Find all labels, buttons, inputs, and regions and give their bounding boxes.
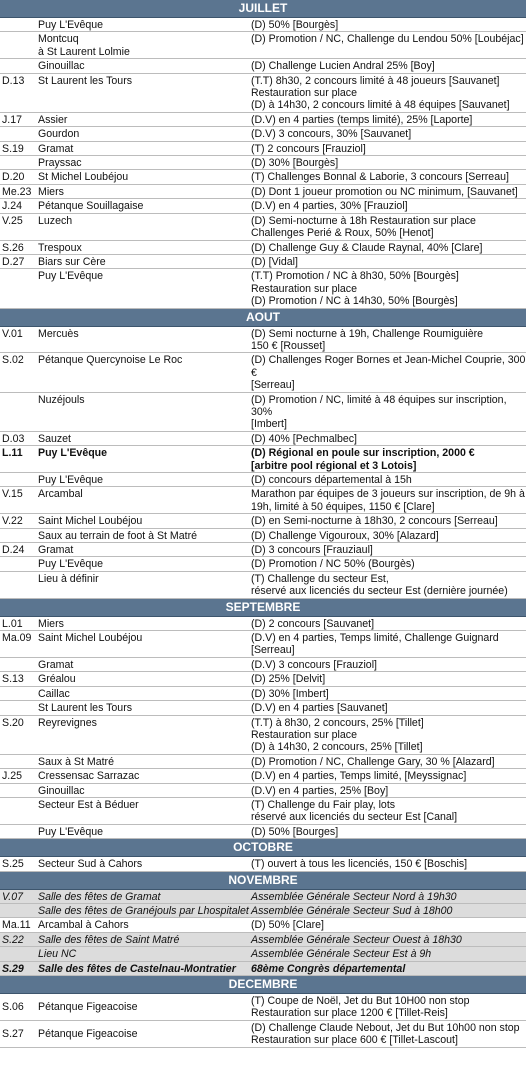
row-description: (T.T) Promotion / NC à 8h30, 50% [Bourgès] Restauration sur place (D) Promotion / NC à 14h30, 50% [Bourgès]	[251, 270, 459, 308]
row-description: (D) [Vidal]	[251, 255, 298, 268]
row-description: (D) concours départemental à 15h	[251, 474, 412, 486]
table-row	[0, 393, 526, 432]
table-row	[0, 617, 526, 631]
row-venue: Ginouillac	[38, 60, 85, 73]
table-row	[0, 142, 526, 156]
row-description: (T) Challenge du Fair play, lots réservé aux licenciés du secteur Est [Canal]	[251, 798, 458, 824]
row-date: D.03	[2, 432, 25, 445]
row-date: D.24	[2, 544, 25, 557]
table-row	[0, 947, 526, 961]
row-venue: Gramat	[38, 142, 74, 155]
row-description: (D) 3 concours [Frauziaul]	[251, 544, 373, 557]
row-date: S.25	[2, 858, 24, 871]
row-description: Assemblée Générale Secteur Sud à 18h00	[251, 904, 453, 917]
row-date: S.29	[2, 962, 24, 975]
month-header: OCTOBRE	[0, 839, 526, 857]
table-row	[0, 432, 526, 446]
row-description: (D) Challenge Claude Nebout, Jet du But 10h00 non stop Restauration sur place 600 € [Tillet-Lascout]	[251, 1021, 520, 1047]
table-row	[0, 755, 526, 769]
row-date: Ma.11	[2, 919, 31, 932]
row-date	[0, 658, 36, 671]
row-date: L.01	[2, 617, 23, 630]
row-description: (D.V) en 4 parties, Temps limité, [Meyssignac]	[251, 770, 467, 783]
row-date	[0, 784, 36, 797]
row-date: J.25	[2, 770, 23, 783]
row-date	[0, 572, 36, 598]
table-row	[0, 529, 526, 543]
row-description: (T) Coupe de Noël, Jet du But 10H00 non stop Restauration sur place 1200 € [Tillet-Reis]	[251, 995, 470, 1020]
row-date: S.27	[2, 1028, 24, 1041]
row-date	[0, 798, 36, 824]
row-venue: St Laurent les Tours	[38, 702, 133, 715]
row-venue: Puy L'Evêque	[38, 447, 108, 460]
table-row	[0, 572, 526, 599]
row-date	[0, 904, 36, 917]
row-description: (D) Challenge Lucien Andral 25% [Boy]	[251, 60, 435, 73]
row-description: (D) Promotion / NC, Challenge Gary, 30 % [Alazard]	[251, 755, 495, 768]
row-venue: Caillac	[38, 687, 70, 700]
row-venue: Prayssac	[38, 157, 82, 170]
row-description: (D) 2 concours [Sauvanet]	[251, 617, 375, 630]
table-row	[0, 658, 526, 672]
table-row	[0, 825, 526, 839]
month-header: JUILLET	[0, 0, 526, 18]
month-header: AOUT	[0, 309, 526, 327]
row-description: (D) Régional en poule sur inscription, 2000 € [arbitre pool régional et 3 Lotois]	[251, 447, 475, 472]
row-venue: Secteur Est à Béduer	[38, 798, 139, 811]
table-row	[0, 918, 526, 932]
table-row	[0, 769, 526, 783]
row-venue: Gramat	[38, 658, 74, 671]
row-date: L.11	[2, 447, 23, 460]
row-description: (D.V) 3 concours [Frauziol]	[251, 658, 377, 671]
row-description: (T) Challenges Bonnal & Laborie, 3 concours [Serreau]	[251, 171, 509, 184]
row-description: (D) 50% [Bourgès]	[251, 19, 339, 31]
table-row	[0, 185, 526, 199]
row-date: Ma.09	[2, 632, 32, 645]
table-row	[0, 514, 526, 528]
row-date: V.07	[2, 890, 24, 903]
row-venue: Miers	[38, 185, 64, 198]
row-venue: Arcambal à Cahors	[38, 919, 129, 932]
row-venue: Gréalou	[38, 673, 76, 686]
table-row	[0, 557, 526, 571]
row-venue: Pétanque Figeacoise	[38, 1028, 138, 1041]
row-description: (D) Dont 1 joueur promotion ou NC minimum, [Sauvanet]	[251, 185, 518, 198]
row-venue: Mercuès	[38, 327, 79, 340]
row-date	[0, 269, 36, 307]
row-venue: Arcambal	[38, 488, 83, 501]
row-venue: Reyrevignes	[38, 716, 97, 729]
table-row	[0, 1021, 526, 1048]
row-date	[0, 59, 36, 72]
row-venue: Salle des fêtes de Saint Matré	[38, 933, 180, 946]
table-row	[0, 199, 526, 213]
row-date: V.22	[2, 515, 23, 528]
row-venue: Puy L'Evêque	[38, 558, 104, 571]
row-date: Me.23	[2, 185, 32, 198]
row-date: D.20	[2, 171, 25, 184]
row-description: (D.V) en 4 parties [Sauvanet]	[251, 702, 388, 715]
row-description: (D.V) en 4 parties, Temps limité, Challenge Guignard [Serreau]	[251, 632, 499, 657]
row-date: S.06	[2, 1001, 24, 1014]
table-row	[0, 933, 526, 947]
row-date	[0, 32, 36, 58]
row-date: D.27	[2, 255, 25, 268]
table-row	[0, 687, 526, 701]
table-row	[0, 241, 526, 255]
row-description: (D) Promotion / NC 50% (Bourgès)	[251, 558, 415, 571]
row-venue: Pétanque Souillagaise	[38, 200, 144, 213]
row-description: (D) Semi nocturne à 19h, Challenge Roumiguière 150 € [Rousset]	[251, 327, 484, 352]
row-venue: Salle des fêtes de Granéjouls par Lhospitalet	[38, 904, 249, 917]
table-row	[0, 543, 526, 557]
table-row	[0, 327, 526, 354]
row-description: (D) 25% [Delvit]	[251, 673, 326, 686]
row-date	[0, 473, 36, 486]
table-row	[0, 156, 526, 170]
row-venue: St Laurent les Tours	[38, 74, 133, 87]
row-venue: Miers	[38, 617, 64, 630]
row-date	[0, 947, 36, 960]
table-row	[0, 18, 526, 32]
row-description: (D.V) 3 concours, 30% [Sauvanet]	[251, 128, 412, 141]
row-venue: Pétanque Figeacoise	[38, 1001, 138, 1014]
table-row	[0, 994, 526, 1021]
table-row	[0, 631, 526, 658]
row-venue: Saint Michel Loubéjou	[38, 632, 143, 645]
row-date: D.13	[2, 74, 25, 87]
month-header: SEPTEMBRE	[0, 599, 526, 617]
row-description: (T) ouvert à tous les licenciés, 150 € [Boschis]	[251, 858, 468, 871]
row-date: V.01	[2, 327, 23, 340]
row-venue: Pétanque Quercynoise Le Roc	[38, 354, 183, 367]
row-venue: Luzech	[38, 214, 73, 227]
table-row	[0, 59, 526, 73]
row-venue: Gramat	[38, 544, 74, 557]
row-venue: Biars sur Cère	[38, 255, 106, 268]
row-venue: Salle des fêtes de Castelnau-Montratier	[38, 962, 236, 975]
month-header: DECEMBRE	[0, 976, 526, 994]
row-venue: Puy L'Evêque	[38, 825, 104, 838]
row-date: V.15	[2, 488, 23, 501]
table-row	[0, 170, 526, 184]
row-description: (T) Challenge du secteur Est, réservé aux licenciés du secteur Est (dernière journée)	[251, 572, 508, 598]
row-date	[0, 557, 36, 570]
table-row	[0, 113, 526, 127]
row-date	[0, 18, 36, 31]
table-row	[0, 962, 526, 976]
row-date: S.20	[2, 716, 24, 729]
row-description: (D) 40% [Pechmalbec]	[251, 432, 357, 445]
row-date: V.25	[2, 214, 23, 227]
table-row	[0, 798, 526, 825]
row-venue: Salle des fêtes de Gramat	[38, 890, 161, 903]
row-date: S.22	[2, 933, 24, 946]
row-description: Assemblée Générale Secteur Nord à 19h30	[251, 890, 457, 903]
row-venue: Sauzet	[38, 432, 71, 445]
table-row	[0, 904, 526, 918]
row-description: (D) Promotion / NC, limité à 48 équipes sur inscription, 30% [Imbert]	[251, 393, 507, 431]
table-row	[0, 255, 526, 269]
row-description: (T.T) 8h30, 2 concours limité à 48 joueurs [Sauvanet] Restauration sur place (D) à 14h30, 2 concours limité à 48 équipes [Sauvanet]	[251, 74, 510, 112]
row-description: (D) Challenges Roger Bornes et Jean-Michel Couprie, 300 € [Serreau]	[251, 354, 526, 392]
row-description: (D) Challenge Guy & Claude Raynal, 40% [Clare]	[251, 241, 483, 254]
row-venue: Gourdon	[38, 128, 80, 141]
table-row	[0, 890, 526, 904]
row-venue: Lieu NC	[38, 948, 77, 961]
table-row	[0, 487, 526, 514]
row-venue: Montcuq à St Laurent Lolmie	[38, 33, 130, 58]
table-row	[0, 446, 526, 473]
month-header: NOVEMBRE	[0, 872, 526, 890]
row-description: (D.V) en 4 parties, 25% [Boy]	[251, 784, 389, 797]
row-description: (D) 30% [Bourgès]	[251, 157, 339, 170]
row-venue: Puy L'Evêque	[38, 19, 104, 31]
row-venue: Saux au terrain de foot à St Matré	[38, 529, 197, 542]
row-venue: Saint Michel Loubéjou	[38, 515, 143, 528]
row-description: (D) Semi-nocturne à 18h Restauration sur place Challenges Perié & Roux, 50% [Henot]	[251, 214, 476, 240]
row-description: Marathon par équipes de 3 joueurs sur inscription, de 9h à 19h, limité à 50 équipes, 1150 € [Clare]	[251, 488, 525, 513]
row-venue: St Michel Loubéjou	[38, 171, 129, 184]
row-date: S.19	[2, 142, 24, 155]
row-date: S.02	[2, 354, 24, 367]
table-row	[0, 672, 526, 686]
row-date	[0, 755, 36, 768]
row-date	[0, 529, 36, 542]
row-description: (T.T) à 8h30, 2 concours, 25% [Tillet] Restauration sur place (D) à 14h30, 2 concours, 25% [Tillet]	[251, 716, 424, 754]
row-description: Assemblée Générale Secteur Est à 9h	[251, 948, 432, 961]
table-row	[0, 716, 526, 755]
row-description: (D) 50% [Clare]	[251, 919, 324, 932]
table-row	[0, 473, 526, 487]
row-date	[0, 687, 36, 700]
row-date: S.13	[2, 673, 24, 686]
row-venue: Nuzéjouls	[38, 393, 85, 406]
row-date	[0, 825, 36, 838]
row-date	[0, 156, 36, 169]
row-date	[0, 701, 36, 714]
row-description: (D) en Semi-nocturne à 18h30, 2 concours [Serreau]	[251, 515, 498, 528]
table-row	[0, 857, 526, 871]
row-description: (T) 2 concours [Frauziol]	[251, 142, 366, 155]
table-row	[0, 74, 526, 113]
table-row	[0, 701, 526, 715]
row-description: (D) Challenge Vigouroux, 30% [Alazard]	[251, 529, 439, 542]
row-date: J.24	[2, 200, 23, 213]
table-row	[0, 784, 526, 798]
row-venue: Puy L'Evêque	[38, 474, 104, 486]
row-venue: Ginouillac	[38, 784, 85, 797]
table-row	[0, 127, 526, 141]
row-description: (D.V) en 4 parties, 30% [Frauziol]	[251, 200, 408, 213]
table-row	[0, 269, 526, 308]
row-venue: Assier	[38, 113, 68, 126]
row-venue: Secteur Sud à Cahors	[38, 858, 143, 871]
row-date	[0, 127, 36, 140]
row-venue: Saux à St Matré	[38, 755, 114, 768]
row-description: 68ème Congrès départemental	[251, 962, 406, 975]
row-venue: Cressensac Sarrazac	[38, 770, 140, 783]
row-date	[0, 393, 36, 431]
row-venue: Trespoux	[38, 241, 82, 254]
row-venue: Puy L'Evêque	[38, 270, 104, 283]
row-description: (D) Promotion / NC, Challenge du Lendou 50% [Loubéjac]	[251, 33, 524, 46]
row-date: S.26	[2, 241, 24, 254]
table-row	[0, 353, 526, 392]
row-description: Assemblée Générale Secteur Ouest à 18h30	[251, 933, 462, 946]
row-venue: Lieu à définir	[38, 572, 99, 585]
row-description: (D) 50% [Bourges]	[251, 825, 339, 838]
row-description: (D) 30% [Imbert]	[251, 687, 329, 700]
table-row	[0, 214, 526, 241]
row-description: (D.V) en 4 parties (temps limité), 25% [Laporte]	[251, 113, 473, 126]
row-date: J.17	[2, 113, 23, 126]
table-row	[0, 32, 526, 59]
